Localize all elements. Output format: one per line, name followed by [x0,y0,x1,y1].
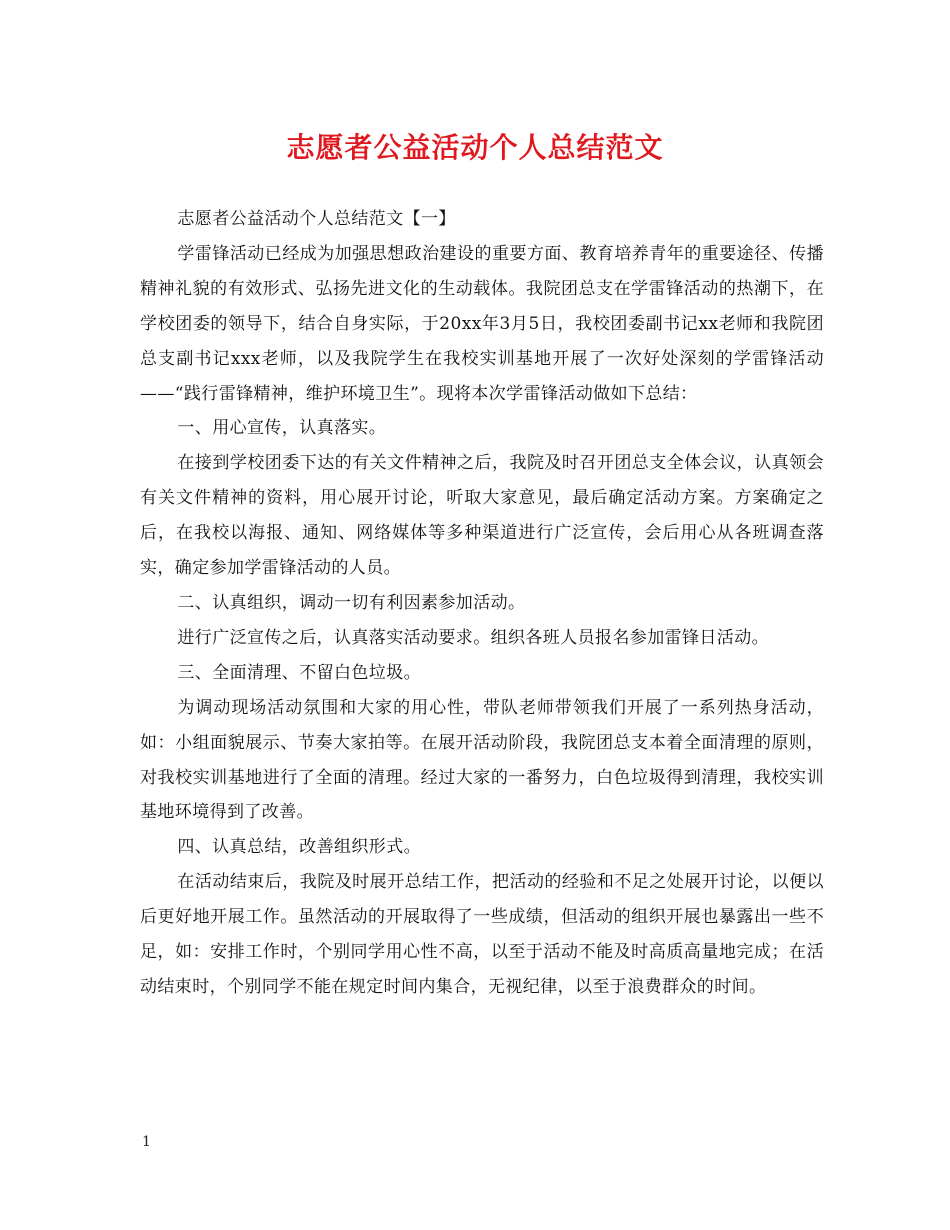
paragraph-4: 在活动结束后，我院及时展开总结工作，把活动的经验和不足之处展开讨论，以便以后更好地开展工作。虽然活动的开展取得了一些成绩，但活动的组织开展也暴露出一些不足，如：安排工作时，个别同学用心性不高，以至于活动不能及时高质高量地完成；在活动结束时，个别同学不能在规定时间内集合，无视纪律，以至于浪费群众的时间。 [140,872,824,997]
section-heading: 志愿者公益活动个人总结范文【一】 [177,209,456,229]
paragraph-1: 在接到学校团委下达的有关文件精神之后，我院及时召开团总支全体会议，认真领会有关文件精神的资料，用心展开讨论，听取大家意见，最后确定活动方案。方案确定之后，在我校以海报、通知、网络媒体等多种渠道进行广泛宣传，会后用心从各班调查落实，确定参加学雷锋活动的人员。 [140,453,824,579]
subheading-2: 二、认真组织，调动一切有利因素参加活动。 [177,592,526,613]
subheading-4: 四、认真总结，改善组织形式。 [177,837,421,858]
paragraph-3: 为调动现场活动氛围和大家的用心性，带队老师带领我们开展了一系列热身活动，如：小组面貌展示、节奏大家拍等。在展开活动阶段，我院团总支本着全面清理的原则，对我校实训基地进行了全面的清理。经过大家的一番努力，白色垃圾得到清理，我校实训基地环境得到了改善。 [140,697,824,823]
paragraph-2: 进行广泛宣传之后，认真落实活动要求。组织各班人员报名参加雷锋日活动。 [177,627,769,648]
subheading-1: 一、用心宣传，认真落实。 [177,418,387,439]
intro-paragraph: 学雷锋活动已经成为加强思想政治建设的重要方面、教育培养青年的重要途径、传播精神礼貌的有效形式、弘扬先进文化的生动载体。我院团总支在学雷锋活动的热潮下，在学校团委的领导下，结合自身实际，于20xx年3月5日，我校团委副书记xx老师和我院团总支副书记xxx老师，以及我院学生在我校实训基地开展了一次好处深刻的学雷锋活动——“践行雷锋精神，维护环境卫生”。现将本次学雷锋活动做如下总结： [140,243,824,404]
document-title: 志愿者公益活动个人总结范文 [286,131,664,164]
page-number: 1 [142,1134,151,1150]
subheading-3: 三、全面清理、不留白色垃圾。 [177,662,421,683]
document-body [140,202,824,1005]
